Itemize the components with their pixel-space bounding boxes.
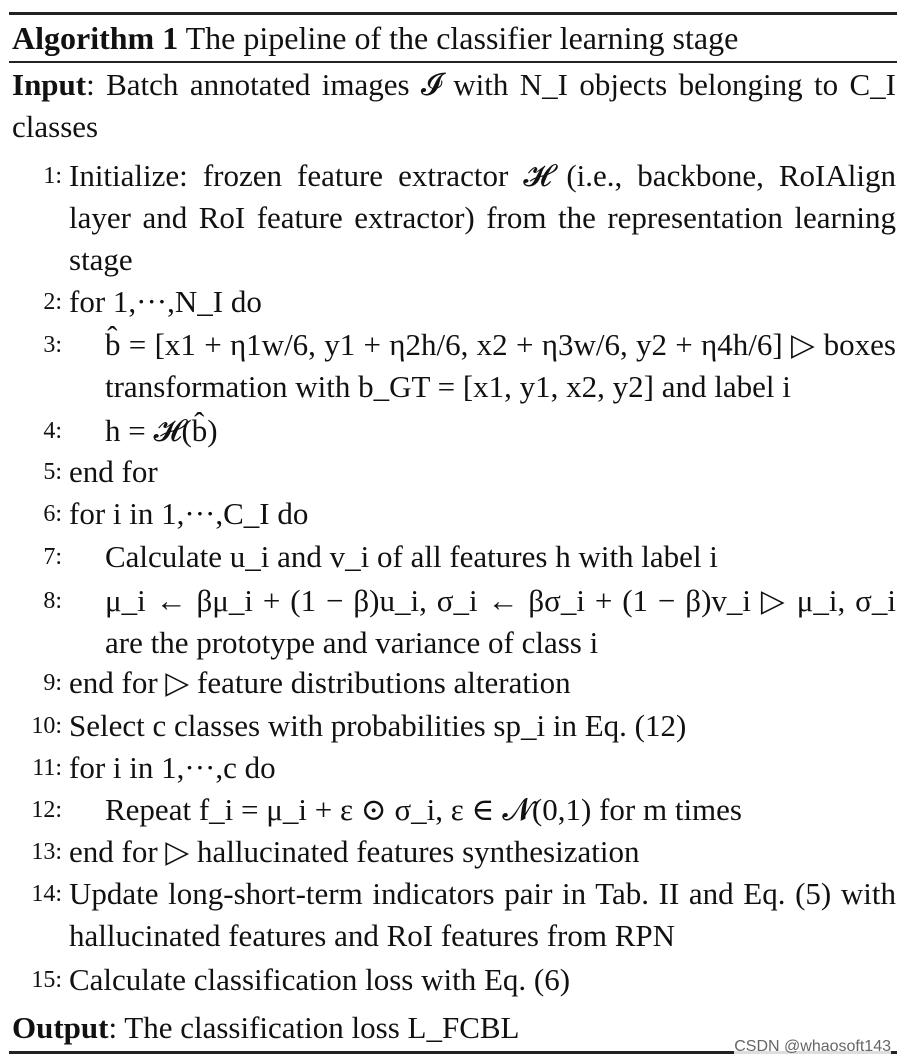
step-number: 9: bbox=[43, 670, 62, 696]
step-text: Select c classes with probabilities sp_i in Eq. (12) bbox=[69, 708, 687, 743]
step-text: end for ▷ hallucinated features synthesization bbox=[69, 834, 640, 869]
step-number: 11: bbox=[32, 755, 62, 781]
input-text: : Batch annotated images 𝓘 with N_I objects belonging to C_I classes bbox=[12, 67, 896, 144]
algorithm-title: The pipeline of the classifier learning stage bbox=[185, 20, 739, 56]
step-text: for 1,···,N_I do bbox=[69, 284, 262, 319]
caption-rule bbox=[9, 61, 897, 63]
step-number: 8: bbox=[43, 588, 62, 614]
step-number: 2: bbox=[43, 289, 62, 315]
step-3 bbox=[12, 324, 896, 408]
step-text: Update long-short-term indicators pair in Tab. II and Eq. (5) with hallucinated features and RoI features from RPN bbox=[69, 876, 896, 953]
top-rule bbox=[9, 12, 897, 15]
step-text: Calculate classification loss with Eq. (6) bbox=[69, 962, 571, 997]
output-label: Output bbox=[12, 1010, 109, 1045]
step-text: Calculate u_i and v_i of all features h with label i bbox=[105, 539, 718, 574]
input-label: Input bbox=[12, 67, 87, 102]
step-text: h = 𝓗(b̂) bbox=[105, 413, 218, 448]
step-text: for i in 1,···,C_I do bbox=[69, 496, 309, 531]
step-number: 6: bbox=[43, 501, 62, 527]
output-text: : The classification loss L_FCBL bbox=[108, 1010, 520, 1045]
step-number: 3: bbox=[43, 332, 62, 358]
step-text: Repeat f_i = μ_i + ε ⊙ σ_i, ε ∈ 𝓝(0,1) for m times bbox=[105, 792, 742, 827]
step-number: 1: bbox=[43, 163, 62, 189]
input-block bbox=[12, 64, 896, 148]
step-number: 14: bbox=[31, 881, 62, 907]
step-text: for i in 1,···,c do bbox=[69, 750, 276, 785]
step-1 bbox=[12, 155, 896, 281]
step-number: 5: bbox=[43, 459, 62, 485]
step-8 bbox=[12, 580, 896, 664]
step-number: 15: bbox=[31, 967, 62, 993]
step-text: b̂ = [x1 + η1w/6, y1 + η2h/6, x2 + η3w/6, y2 + η4h/6] ▷ boxes transformation with b_GT = [x1, y1, x2, y2] and label i bbox=[105, 327, 896, 404]
step-number: 7: bbox=[43, 544, 62, 570]
step-text: μ_i ← βμ_i + (1 − β)u_i, σ_i ← βσ_i + (1 − β)v_i ▷ μ_i, σ_i are the prototype and variance of class i bbox=[105, 583, 896, 660]
step-number: 10: bbox=[31, 713, 62, 739]
step-number: 4: bbox=[43, 418, 62, 444]
watermark: CSDN @whaosoft143 bbox=[734, 1038, 891, 1055]
step-number: 13: bbox=[31, 839, 62, 865]
step-text: end for ▷ feature distributions alteration bbox=[69, 665, 571, 700]
step-text: Initialize: frozen feature extractor 𝓗 (i.e., backbone, RoIAlign layer and RoI feature extractor) from the representation learning stage bbox=[69, 158, 896, 277]
step-14 bbox=[12, 873, 896, 957]
step-text: end for bbox=[69, 454, 158, 489]
algorithm-label: Algorithm 1 bbox=[12, 20, 179, 56]
algorithm-caption bbox=[12, 17, 738, 59]
step-number: 12: bbox=[31, 797, 62, 823]
